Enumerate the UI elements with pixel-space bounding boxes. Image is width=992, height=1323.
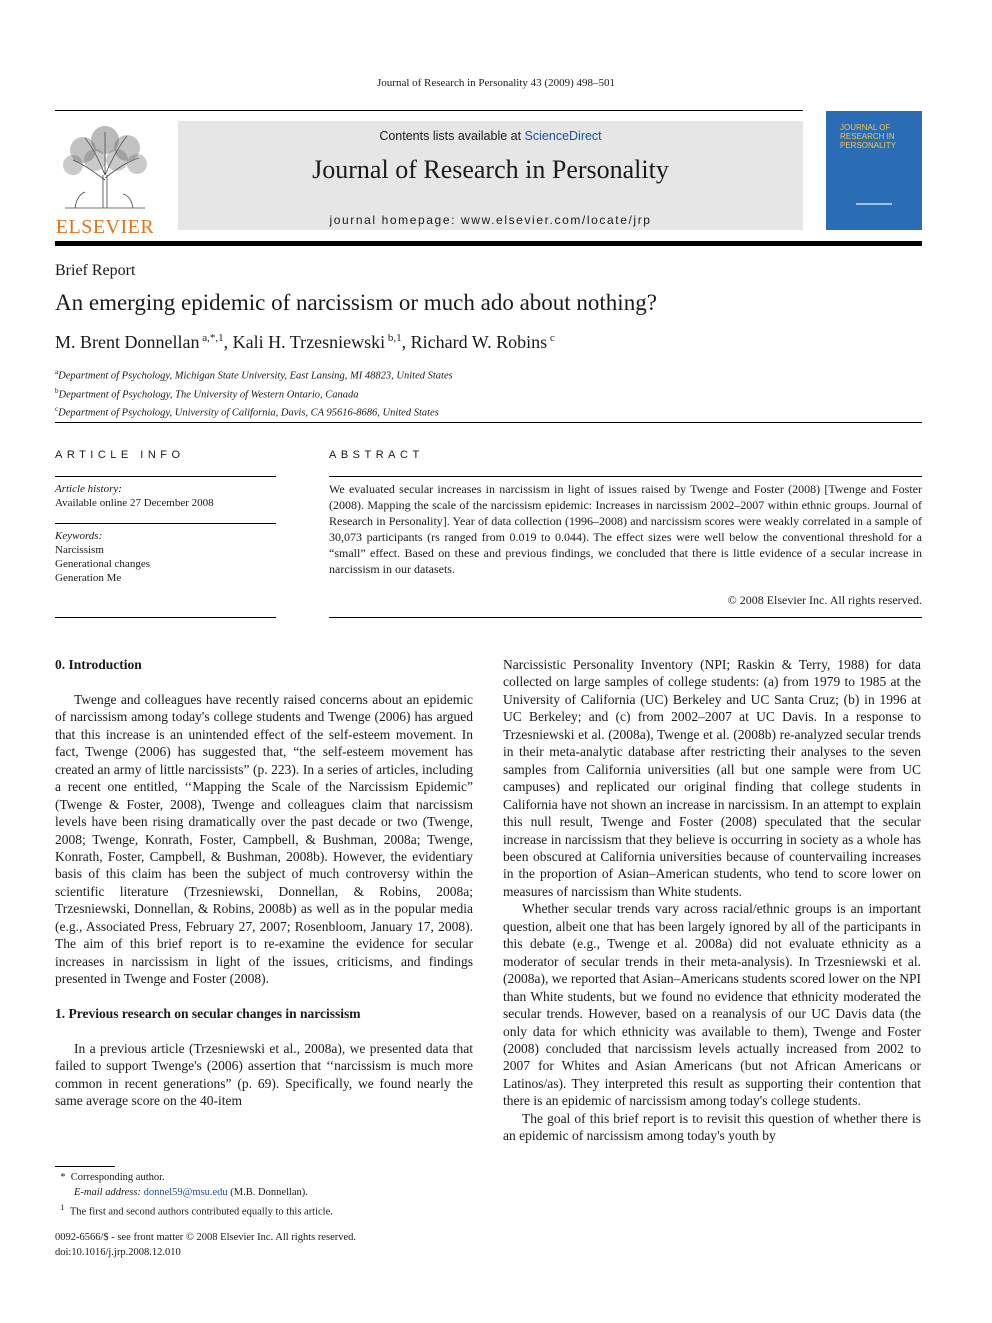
author-affiliation-marker: c xyxy=(547,332,555,344)
section-0-paragraph-1: Twenge and colleagues have recently raised concerns about an epidemic of narcissism among today's college students and Twenge (2006) has argued that this increase is an unintended effect of the self-esteem movement. In fact, Twenge (2006) has suggested that, “the self-esteem movement has created an army of little narcissists” (p. 223). In a series of articles, including a recent one entitled, ‘‘Mapping the Scale of the Narcissism Epidemic” (Twenge & Foster, 2008), Twenge and colleagues claim that narcissism levels have been rising dramatically over the past decade or two (Twenge, 2008; Twenge, Konrath, Foster, Campbell, & Bushman, 2008a; Twenge, Konrath, Foster, Campbell, & Bushman, 2008b). However, the evidentiary basis of this claim has been the subject of much controversy within the scientific literature (Trzesniewski, Donnellan, & Robins, 2008a; Trzesniewski, Donnellan, & Robins, 2008b) as well as in the popular media (e.g., Associated Press, February 27, 2007; Rosenbloom, January 17, 2008). The aim of this brief report is to re-examine the evidence for secular increases in narcissism in light of the issues, criticisms, and findings presented in Twenge and Foster (2008). xyxy=(55,691,473,987)
abstract-heading: ABSTRACT xyxy=(329,449,424,461)
journal-citation: Journal of Research in Personality 43 (2009) 498–501 xyxy=(377,77,615,89)
article-info-rule-top xyxy=(55,476,276,477)
footnote-1: $^1$ The first and second authors contributed equally to this article. xyxy=(60,1202,333,1218)
author-list: M. Brent Donnellan $^{a,*,1}$, Kali H. Trzesniewski $^{b,1}$, Richard W. Robins $^c$ xyxy=(55,332,555,352)
affiliation-item: $^a$Department of Psychology, Michigan State University, East Lansing, MI 48823, United States xyxy=(55,368,453,382)
author-affiliation-marker: b,1 xyxy=(385,332,402,344)
section-1-heading: 1. Previous research on secular changes in narcissism xyxy=(55,1006,361,1022)
footnote-rule xyxy=(55,1166,115,1167)
abstract-rule-bottom xyxy=(329,617,922,618)
keyword-item: Narcissism xyxy=(55,544,104,556)
article-history xyxy=(55,482,276,510)
affiliation-item: $^c$Department of Psychology, University of California, Davis, CA 95616-8686, United States xyxy=(55,405,439,419)
footnote-email: E-mail address: donnel59@msu.edu (M.B. Donnellan). xyxy=(74,1186,308,1198)
elsevier-wordmark: ELSEVIER xyxy=(55,216,155,238)
author-name: Richard W. Robins xyxy=(410,332,548,352)
right-paragraph-3: The goal of this brief report is to revisit this question of whether there is an epidemic of narcissism among today's youth by xyxy=(503,1110,921,1144)
cover-mark xyxy=(856,203,892,205)
journal-header-banner xyxy=(178,121,803,230)
issn-line: 0092-6566/$ - see front matter © 2008 Elsevier Inc. All rights reserved. xyxy=(55,1232,357,1243)
keyword-item: Generation Me xyxy=(55,572,122,584)
affiliation-item: $^b$Department of Psychology, The University of Western Ontario, Canada xyxy=(55,386,359,400)
keywords-block xyxy=(55,529,276,585)
journal-title: Journal of Research in Personality xyxy=(312,155,669,184)
body-left-column xyxy=(55,656,473,1110)
article-title: An emerging epidemic of narcissism or much ado about nothing? xyxy=(55,290,657,315)
keywords-list xyxy=(55,543,276,585)
abstract-copyright: © 2008 Elsevier Inc. All rights reserved. xyxy=(727,593,922,607)
footnote-corresponding: * Corresponding author. xyxy=(60,1172,165,1183)
journal-cover-thumbnail xyxy=(826,111,922,230)
header-separator xyxy=(55,422,922,423)
header-top-rule xyxy=(55,110,803,111)
article-info-rule-mid xyxy=(55,523,276,524)
header-thick-rule xyxy=(55,241,922,246)
history-label: Article history: xyxy=(55,483,122,495)
bottom-matter xyxy=(55,1231,356,1260)
cover-title: JOURNAL OF RESEARCH IN PERSONALITY xyxy=(840,123,897,150)
author-name: M. Brent Donnellan xyxy=(55,332,200,352)
article-info-rule-bottom xyxy=(55,617,276,618)
section-1-paragraph-1: In a previous article (Trzesniewski et al., 2008a), we presented data that failed to support Twenge's (2006) assertion that ‘‘narcissism is much more common in recent generations” (p. 69). Specifically, we found nearly the same average score on the 40-item xyxy=(55,1040,473,1109)
right-paragraph-1: Narcissistic Personality Inventory (NPI; Raskin & Terry, 1988) for data collected on large samples of college students: (a) from 1979 to 1985 at the University of California (UC) Berkeley and UC Santa Cruz; (b) in 1996 at UC Berkeley; and (c) from 2002–2007 at UC Davis. In a response to Trzesniewski et al. (2008a), Twenge et al. (2008b) re-analyzed secular trends in their meta-analytic database after restricting their analyses to the seven samples from California universities (all but one sample were from UC campuses) and replicated our original finding that college students in California have not shown an increase in narcissism. In an attempt to explain this null result, Twenge and Foster (2008) speculated that the secular increase in narcissism that they believe is occurring in society as a whole has been obscured at California universities because of countervailing increases in the proportion of Asian–American students, who tend to score lower on measures of narcissism than White students. xyxy=(503,657,921,899)
author-affiliation-marker: a,*,1 xyxy=(199,332,224,344)
elsevier-tree-icon xyxy=(55,120,155,212)
history-value: Available online 27 December 2008 xyxy=(55,497,214,509)
affiliation-list xyxy=(55,365,453,421)
abstract-text: We evaluated secular increases in narcissism in light of issues raised by Twenge and Foster (2008) [Twenge and Foster (2008). Mapping the scale of the narcissism epidemic: Increases in narcissism 2002–2007 within ethnic groups. Journal of Research in Personality]. Year of data collection (1996–2008) and narcissism scores were weakly correlated in a sample of 30,073 participants (rs ranged from 0.019 to 0.044). The effect sizes were well below the conventional threshold for a “small” effect. Based on these and previous findings, we concluded that there is little evidence of a secular increase in narcissism in our datasets. xyxy=(329,482,922,576)
author-name: Kali H. Trzesniewski xyxy=(232,332,386,352)
body-right-column xyxy=(503,656,921,1145)
email-link[interactable]: donnel59@msu.edu xyxy=(143,1186,228,1198)
keyword-item: Generational changes xyxy=(55,558,150,570)
sciencedirect-link[interactable]: ScienceDirect xyxy=(524,129,602,143)
right-paragraph-2: Whether secular trends vary across racial/ethnic groups is an important question, albeit one that has been largely ignored by all of the participants in this debate (e.g., Twenge et al. 2008a) did not evaluate ethnicity as a moderator of secular trends in their meta-analysis). In Trzesniewski et al. (2008a), we reported that Asian–Americans students scored lower on the NPI than White students, but we found no evidence that ethnicity moderated the secular trends. However, based on a reanalysis of our UC Davis data (the only data for which ethnicity was available to them), Twenge and Foster (2008) concluded that narcissism levels actually increased from 2002 to 2007 for Whites and Asian Americans (but not African Americans or Latinos/as). They interpreted this result as supporting their contention that there is an epidemic of narcissism among today's college students. xyxy=(503,901,922,1109)
journal-homepage[interactable]: journal homepage: www.elsevier.com/locate/jrp xyxy=(329,213,652,227)
article-info-heading: ARTICLE INFO xyxy=(55,449,185,461)
elsevier-logo xyxy=(55,120,155,238)
footnotes xyxy=(55,1171,473,1220)
keywords-label: Keywords: xyxy=(55,530,103,542)
abstract-rule-top xyxy=(329,476,922,477)
doi-line[interactable]: doi:10.1016/j.jrp.2008.12.010 xyxy=(55,1246,181,1258)
contents-line: Contents lists available at ScienceDirect xyxy=(379,129,602,143)
section-0-heading: 0. Introduction xyxy=(55,657,142,672)
section-type: Brief Report xyxy=(55,262,136,279)
